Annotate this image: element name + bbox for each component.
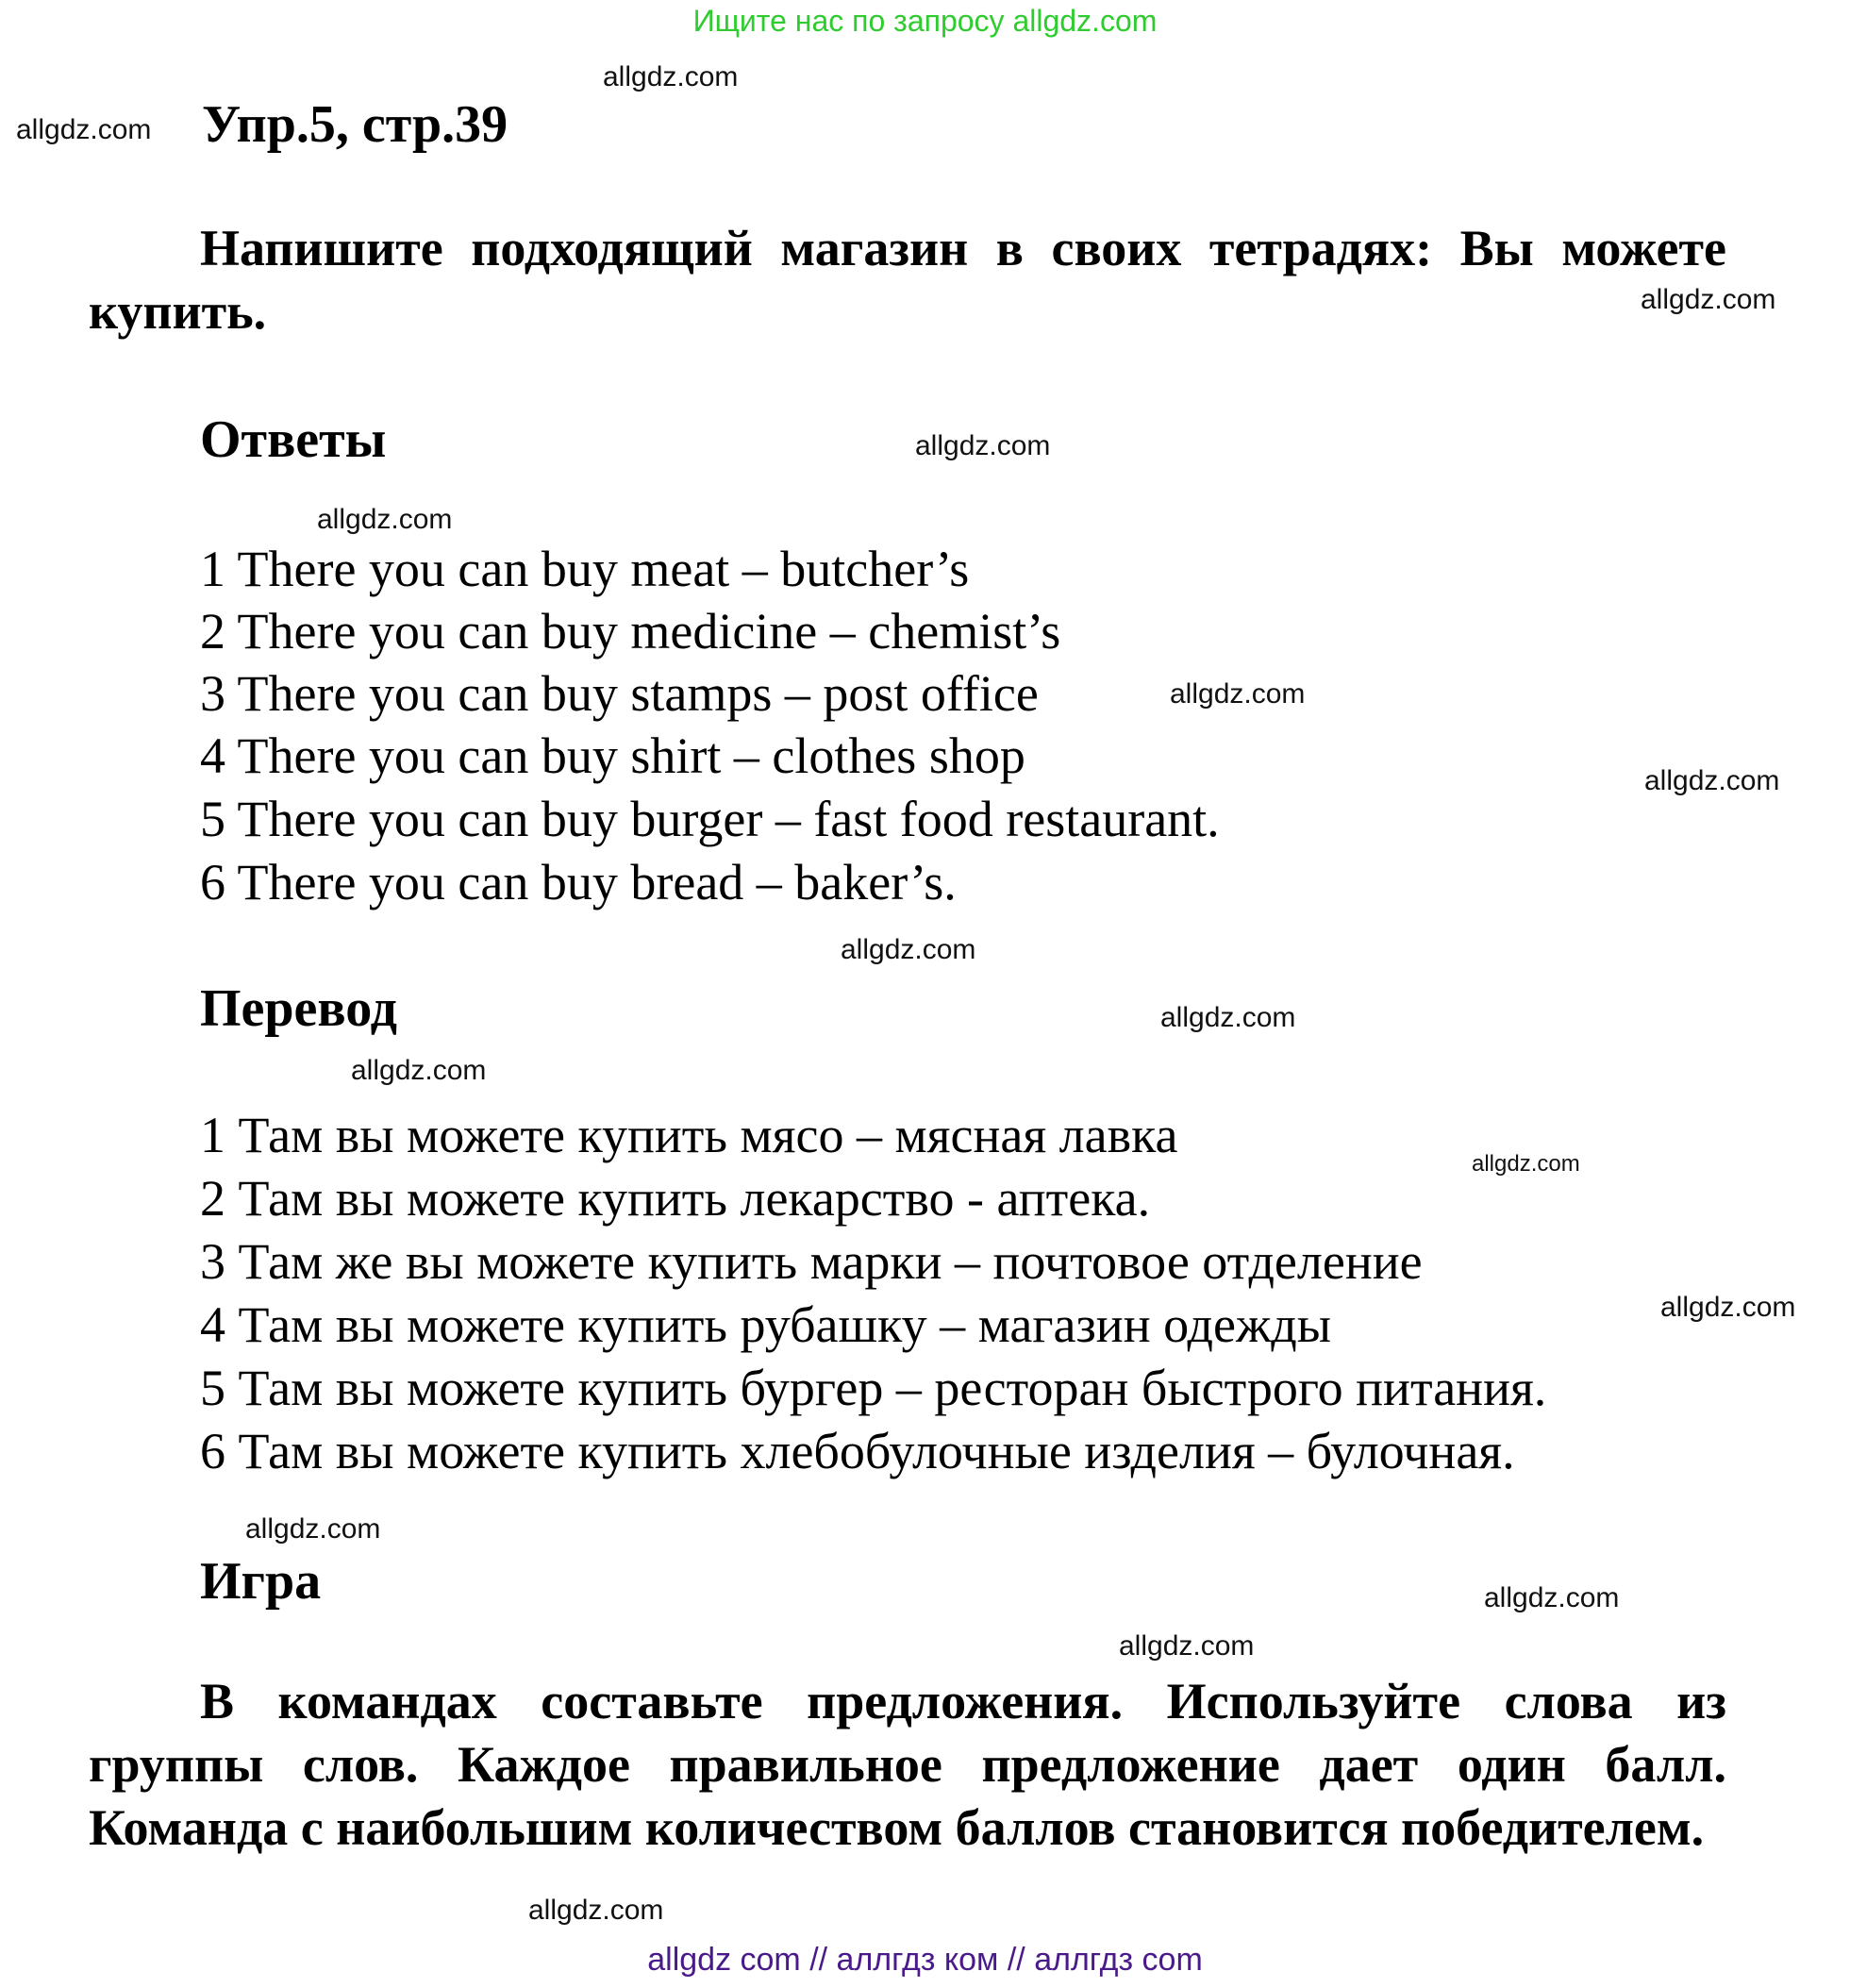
watermark: allgdz.com: [915, 430, 1051, 461]
watermark: allgdz.com: [1641, 284, 1776, 315]
game-heading: Игра: [200, 1552, 322, 1611]
translation-line: 1 Там вы можете купить мясо – мясная лавка: [200, 1107, 1178, 1163]
watermark: allgdz.com: [1484, 1582, 1620, 1613]
answer-line: 4 There you can buy shirt – clothes shop: [200, 727, 1025, 784]
watermark: allgdz.com: [603, 61, 739, 92]
watermark: allgdz.com: [1160, 1002, 1296, 1033]
watermark: allgdz.com: [841, 934, 976, 965]
watermark: allgdz.com: [351, 1055, 487, 1086]
watermark: allgdz.com: [16, 114, 152, 145]
answers-heading: Ответы: [200, 410, 387, 469]
watermark: allgdz.com: [245, 1513, 381, 1545]
translation-line: 2 Там вы можете купить лекарство - аптека.: [200, 1170, 1151, 1227]
answer-line: 1 There you can buy meat – butcher’s: [200, 541, 970, 597]
watermark: allgdz.com: [1170, 678, 1306, 710]
watermark: allgdz.com: [1660, 1292, 1796, 1323]
game-text: В командах составьте предложения. Используйте слова из группы слов. Каждое правильное предложение дает один балл. Команда с наибольшим количеством баллов становится победителем.: [89, 1673, 1726, 1856]
translation-line: 3 Там же вы можете купить марки – почтовое отделение: [200, 1233, 1423, 1290]
translation-heading: Перевод: [200, 979, 397, 1038]
top-banner: Ищите нас по запросу allgdz.com: [692, 4, 1158, 38]
translation-line: 5 Там вы можете купить бургер – ресторан быстрого питания.: [200, 1360, 1547, 1416]
translation-line: 4 Там вы можете купить рубашку – магазин одежды: [200, 1296, 1332, 1353]
watermark: allgdz.com: [317, 504, 453, 535]
watermark: allgdz.com: [528, 1895, 664, 1926]
answer-line: 5 There you can buy burger – fast food restaurant.: [200, 791, 1220, 847]
instruction-text: Напишите подходящий магазин в своих тетрадях: Вы можете купить.: [89, 220, 1726, 340]
watermark: allgdz.com: [1472, 1151, 1580, 1177]
translation-line: 6 Там вы можете купить хлебобулочные изделия – булочная.: [200, 1423, 1515, 1479]
watermark: allgdz.com: [1644, 765, 1780, 796]
answer-line: 6 There you can buy bread – baker’s.: [200, 854, 957, 910]
answer-line: 2 There you can buy medicine – chemist’s: [200, 603, 1061, 660]
watermark: allgdz.com: [1119, 1630, 1255, 1662]
bottom-banner: allgdz com // аллгдз ком // аллгдз com: [647, 1942, 1203, 1978]
page-title: Упр.5, стр.39: [202, 95, 508, 154]
answer-line: 3 There you can buy stamps – post office: [200, 665, 1039, 722]
